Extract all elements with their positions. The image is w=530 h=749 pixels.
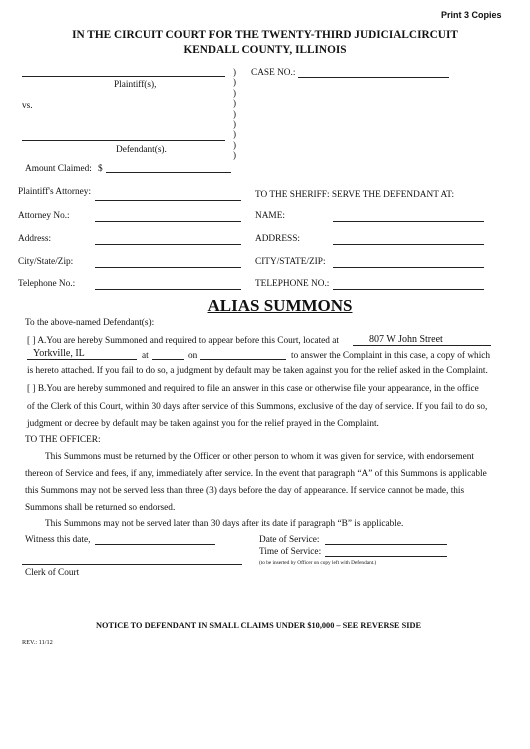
city-field[interactable] bbox=[27, 359, 137, 360]
court-header: IN THE CIRCUIT COURT FOR THE TWENTY-THIRD JUDICIALCIRCUIT bbox=[72, 29, 458, 41]
defendant-telephone-label: TELEPHONE NO.: bbox=[255, 279, 330, 289]
date-field[interactable] bbox=[200, 359, 286, 360]
defendant-city-field[interactable] bbox=[333, 267, 484, 268]
officer-line-3: this Summons may not be served less than three (3) days before the day of appearance. If service cannot be made, this bbox=[25, 486, 465, 496]
telephone-label: Telephone No.: bbox=[18, 279, 76, 289]
defendant-field[interactable] bbox=[22, 140, 225, 141]
small-claims-notice: NOTICE TO DEFENDANT IN SMALL CLAIMS UNDER $10,000 – SEE REVERSE SIDE bbox=[96, 621, 422, 630]
county-header: KENDALL COUNTY, ILLINOIS bbox=[183, 44, 347, 56]
witness-date-field[interactable] bbox=[95, 544, 215, 545]
location-field[interactable] bbox=[353, 345, 491, 346]
address-label: Address: bbox=[18, 234, 52, 244]
defendant-address-label: ADDRESS: bbox=[255, 234, 300, 244]
defendant-telephone-field[interactable] bbox=[333, 289, 484, 290]
witness-label: Witness this date, bbox=[25, 535, 91, 545]
case-no-field[interactable] bbox=[298, 77, 449, 78]
city-value: Yorkville, IL bbox=[33, 348, 85, 359]
officer-note: (to be inserted by Officer on copy left with Defendant.) bbox=[259, 560, 377, 566]
not-served-text: This Summons may not be served later than 30 days after its date if paragraph “B” is applicable. bbox=[45, 519, 404, 529]
plaintiff-field[interactable] bbox=[22, 76, 225, 77]
vs-label: vs. bbox=[22, 101, 33, 111]
at-label: at bbox=[142, 351, 149, 361]
caption-divider: ) ) ) ) ) ) ) ) ) bbox=[233, 67, 236, 161]
amount-claimed-label: Amount Claimed: bbox=[25, 164, 92, 174]
to-officer-label: TO THE OFFICER: bbox=[25, 435, 101, 445]
clerk-signature-line[interactable] bbox=[22, 564, 242, 565]
option-b-text[interactable]: [ ] B.You are hereby summoned and required to file an answer in this case or otherwise file your appearance, in the office bbox=[27, 384, 479, 394]
on-label: on bbox=[188, 351, 198, 361]
attorney-no-label: Attorney No.: bbox=[18, 211, 70, 221]
defendant-address-field[interactable] bbox=[333, 244, 484, 245]
to-defendants-label: To the above-named Defendant(s): bbox=[25, 318, 155, 328]
revision-label: REV.: 11/12 bbox=[22, 639, 53, 646]
plaintiff-attorney-label: Plaintiff's Attorney: bbox=[18, 187, 92, 197]
defendant-name-label: NAME: bbox=[255, 211, 285, 221]
defendant-city-label: CITY/STATE/ZIP: bbox=[255, 257, 326, 267]
date-of-service-field[interactable] bbox=[325, 544, 447, 545]
city-state-zip-field[interactable] bbox=[95, 267, 241, 268]
option-a-text[interactable]: [ ] A.You are hereby Summoned and required to appear before this Court, located at bbox=[27, 336, 339, 346]
officer-line-2: thereon of Service and fees, if any, immediately after service. In the event that paragraph “A” of this Summons is applicable bbox=[25, 469, 487, 479]
time-of-service-field[interactable] bbox=[325, 556, 447, 557]
amount-field[interactable] bbox=[106, 172, 231, 173]
officer-line-4: Summons shall be returned so endorsed. bbox=[25, 503, 176, 513]
case-no-label: CASE NO.: bbox=[251, 68, 296, 78]
dollar-sign: $ bbox=[98, 164, 103, 174]
address-field[interactable] bbox=[95, 244, 241, 245]
telephone-field[interactable] bbox=[95, 289, 241, 290]
document-title: ALIAS SUMMONS bbox=[207, 296, 353, 315]
option-b-line2: of the Clerk of this Court, within 30 days after service of this Summons, exclusive of the day of service. If you fail to do so, bbox=[27, 402, 488, 412]
clerk-label: Clerk of Court bbox=[25, 568, 80, 578]
time-of-service-label: Time of Service: bbox=[259, 547, 322, 557]
attorney-no-field[interactable] bbox=[95, 221, 241, 222]
defendants-label: Defendant(s). bbox=[116, 145, 167, 155]
option-b-line3: judgment or decree by default may be taken against you for the relief prayed in the Complaint. bbox=[27, 419, 379, 429]
option-a-default: is hereto attached. If you fail to do so, a judgment by default may be taken against you for the relief asked in the Complaint. bbox=[27, 366, 488, 376]
print-copies-button[interactable]: Print 3 Copies bbox=[441, 10, 502, 20]
city-state-zip-label: City/State/Zip: bbox=[18, 257, 74, 267]
sheriff-instructions: TO THE SHERIFF: SERVE THE DEFENDANT AT: bbox=[255, 190, 455, 200]
option-a-tail: to answer the Complaint in this case, a copy of which bbox=[291, 351, 491, 361]
defendant-name-field[interactable] bbox=[333, 221, 484, 222]
location-value: 807 W John Street bbox=[369, 334, 443, 345]
date-of-service-label: Date of Service: bbox=[259, 535, 320, 545]
plaintiff-attorney-field[interactable] bbox=[95, 200, 241, 201]
time-field[interactable] bbox=[152, 359, 184, 360]
officer-line-1: This Summons must be returned by the Officer or other person to whom it was given for service, with endorsement bbox=[45, 452, 474, 462]
plaintiffs-label: Plaintiff(s), bbox=[114, 80, 157, 90]
